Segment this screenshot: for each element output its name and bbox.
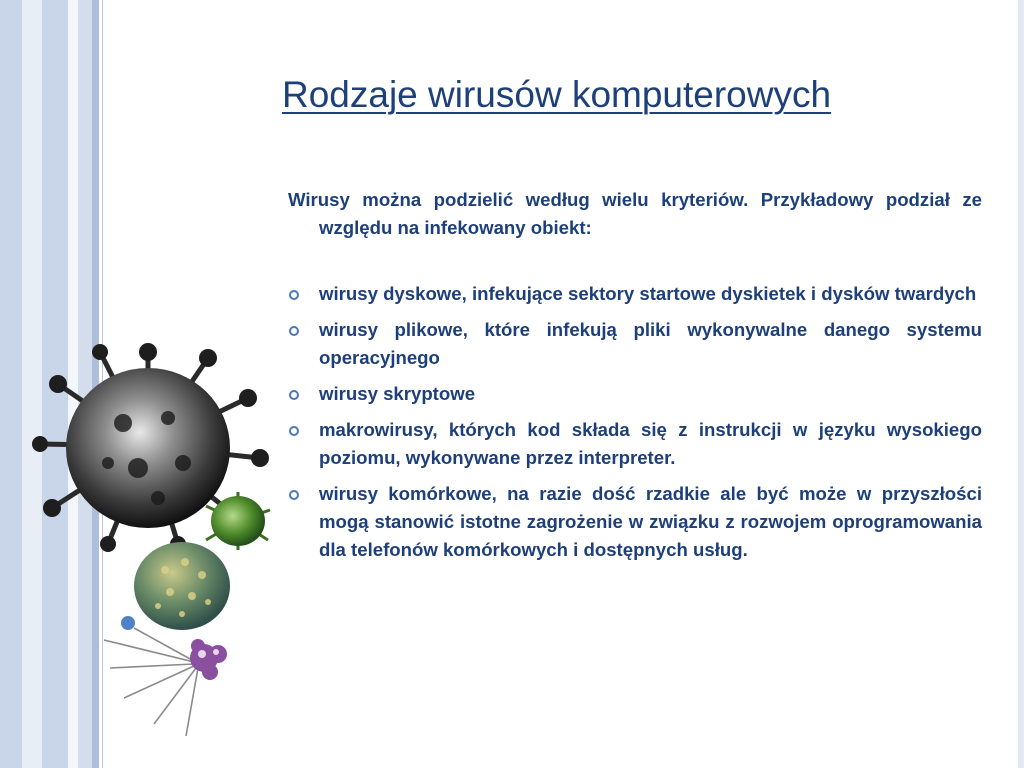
list-item-text: wirusy dyskowe, infekujące sektory startowe dyskietek i dysków twardych bbox=[319, 283, 977, 304]
slide-content bbox=[288, 186, 982, 572]
bullet-icon bbox=[289, 290, 299, 300]
virus-teal-image bbox=[130, 540, 234, 632]
list-item bbox=[288, 280, 982, 308]
slide-title: Rodzaje wirusów komputerowych bbox=[282, 74, 832, 115]
list-item-text: wirusy skryptowe bbox=[319, 383, 476, 404]
bullet-icon bbox=[289, 490, 299, 500]
list-item-text: wirusy komórkowe, na razie dość rzadkie ale być może w przyszłości mogą stanowić istotne zagrożenie w związku z rozwojem oprogramowania dla telefonów komórkowych i dostępnych usług. bbox=[319, 483, 982, 560]
list-item bbox=[288, 480, 982, 564]
list-item-text: wirusy plikowe, które infekują pliki wykonywalne danego systemu operacyjnego bbox=[319, 319, 982, 368]
intro-paragraph: Wirusy można podzielić według wielu kryteriów. Przykładowy podział ze względu na infekowany obiekt: bbox=[288, 189, 982, 238]
list-item bbox=[288, 316, 982, 372]
bullet-icon bbox=[289, 426, 299, 436]
list-item-text: makrowirusy, których kod składa się z instrukcji w języku wysokiego poziomu, wykonywane przez interpreter. bbox=[319, 419, 982, 468]
bullet-icon bbox=[289, 390, 299, 400]
virus-purple-image bbox=[104, 628, 234, 738]
background-stripe bbox=[0, 0, 22, 768]
list-item bbox=[288, 380, 982, 408]
bullet-icon bbox=[289, 326, 299, 336]
list-item bbox=[288, 416, 982, 472]
right-border bbox=[1018, 0, 1024, 768]
virus-type-list bbox=[288, 280, 982, 564]
